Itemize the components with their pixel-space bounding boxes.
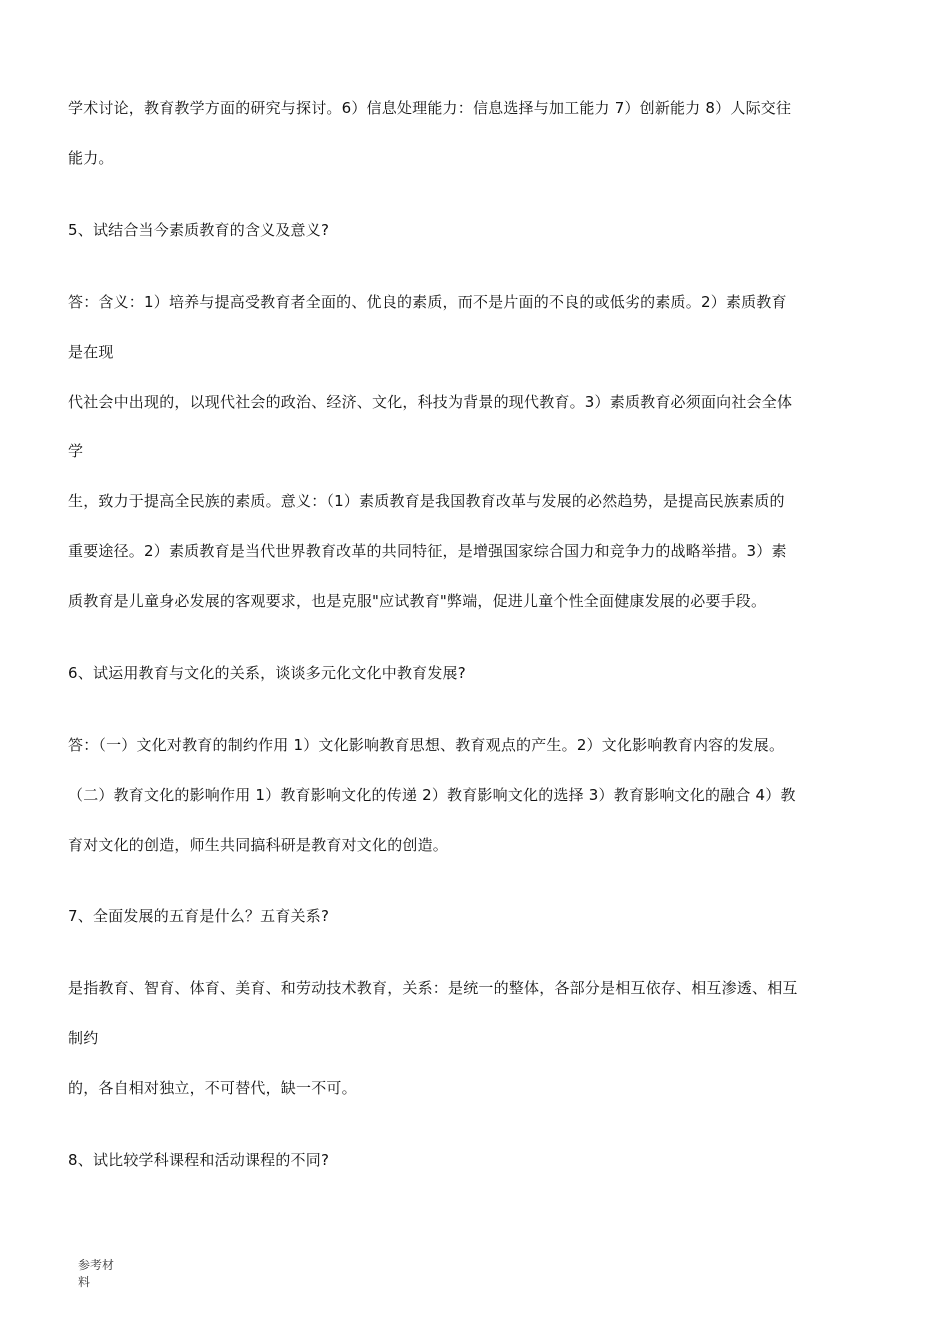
text-line: 质教育是儿童身必发展的客观要求，也是克服"应试教育"弊端，促进儿童个性全面健康发展的必要手段。 (68, 592, 767, 610)
text-line: 育对文化的创造，师生共同搞科研是教育对文化的创造。 (68, 836, 449, 854)
text-line: 是指教育、智育、体育、美育、和劳动技术教育，关系：是统一的整体，各部分是相互依存、相互渗透、相互 (68, 979, 798, 997)
footer-text: 料 (78, 1275, 91, 1289)
question-heading: 5、试结合当今素质教育的含义及意义? (68, 221, 330, 239)
question-heading: 6、试运用教育与文化的关系，谈谈多元化文化中教育发展? (68, 664, 466, 682)
text-line: 是在现 (68, 343, 114, 361)
text-line: 答：含义：1）培养与提高受教育者全面的、优良的素质，而不是片面的不良的或低劣的素质。2）素质教育 (68, 293, 787, 311)
text-line: 生，致力于提高全民族的素质。意义：（1）素质教育是我国教育改革与发展的必然趋势，是提高民族素质的 (68, 492, 785, 510)
question-heading: 7、全面发展的五育是什么？五育关系? (68, 907, 330, 925)
question-heading: 8、试比较学科课程和活动课程的不同? (68, 1151, 330, 1169)
text-line: 学 (68, 442, 84, 460)
footer-text: 参考材 (78, 1258, 115, 1272)
text-line: 的，各自相对独立，不可替代，缺一不可。 (68, 1079, 357, 1097)
text-line: 制约 (68, 1029, 99, 1047)
text-line: （二）教育文化的影响作用 1）教育影响文化的传递 2）教育影响文化的选择 3）教育影响文化的融合 4）教 (68, 786, 796, 804)
text-line: 代社会中出现的，以现代社会的政治、经济、文化，科技为背景的现代教育。3）素质教育必须面向社会全体 (68, 393, 793, 411)
text-line: 重要途径。2）素质教育是当代世界教育改革的共同特征，是增强国家综合国力和竞争力的战略举措。3）素 (68, 542, 787, 560)
text-line: 学术讨论，教育教学方面的研究与探讨。6）信息处理能力：信息选择与加工能力 7）创新能力 8）人际交往 (68, 99, 792, 117)
text-line: 答：（一）文化对教育的制约作用 1）文化影响教育思想、教育观点的产生。2）文化影响教育内容的发展。 (68, 736, 785, 754)
text-line: 能力。 (68, 149, 114, 167)
